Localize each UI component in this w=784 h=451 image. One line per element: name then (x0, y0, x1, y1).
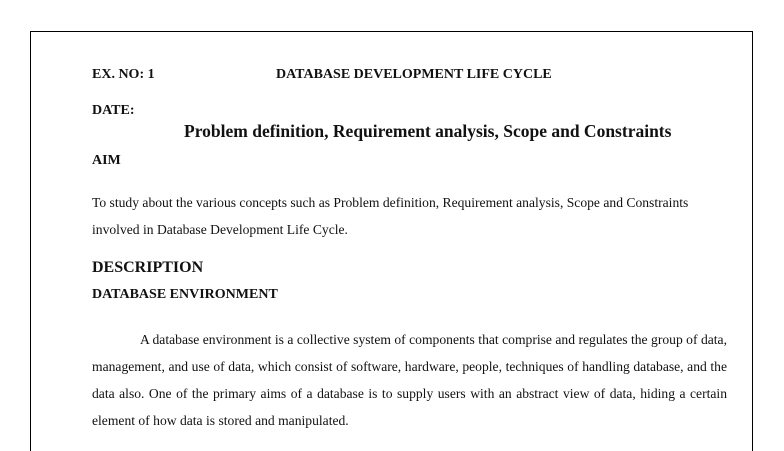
aim-heading: AIM (92, 153, 121, 168)
aim-paragraph: To study about the various concepts such as Problem definition, Requirement analysis, Scope and Constraints involved in Database Development Life Cycle. (92, 195, 689, 237)
description-heading: DESCRIPTION (92, 259, 204, 276)
database-environment-paragraph: A database environment is a collective system of components that comprise and regulates the group of data, management, and use of data, which consist of software, hardware, people, techniques of handling database, and the data also. One of the primary aims of a database is to supply users with an abstract view of data, hiding a certain element of how data is stored and manipulated. (92, 332, 727, 428)
date-label: DATE: (92, 103, 135, 118)
document-subtitle: Problem definition, Requirement analysis, Scope and Constraints (184, 121, 672, 141)
database-environment-heading: DATABASE ENVIRONMENT (92, 287, 278, 302)
exercise-number: EX. NO: 1 (92, 67, 155, 82)
document-title: DATABASE DEVELOPMENT LIFE CYCLE (276, 67, 552, 82)
